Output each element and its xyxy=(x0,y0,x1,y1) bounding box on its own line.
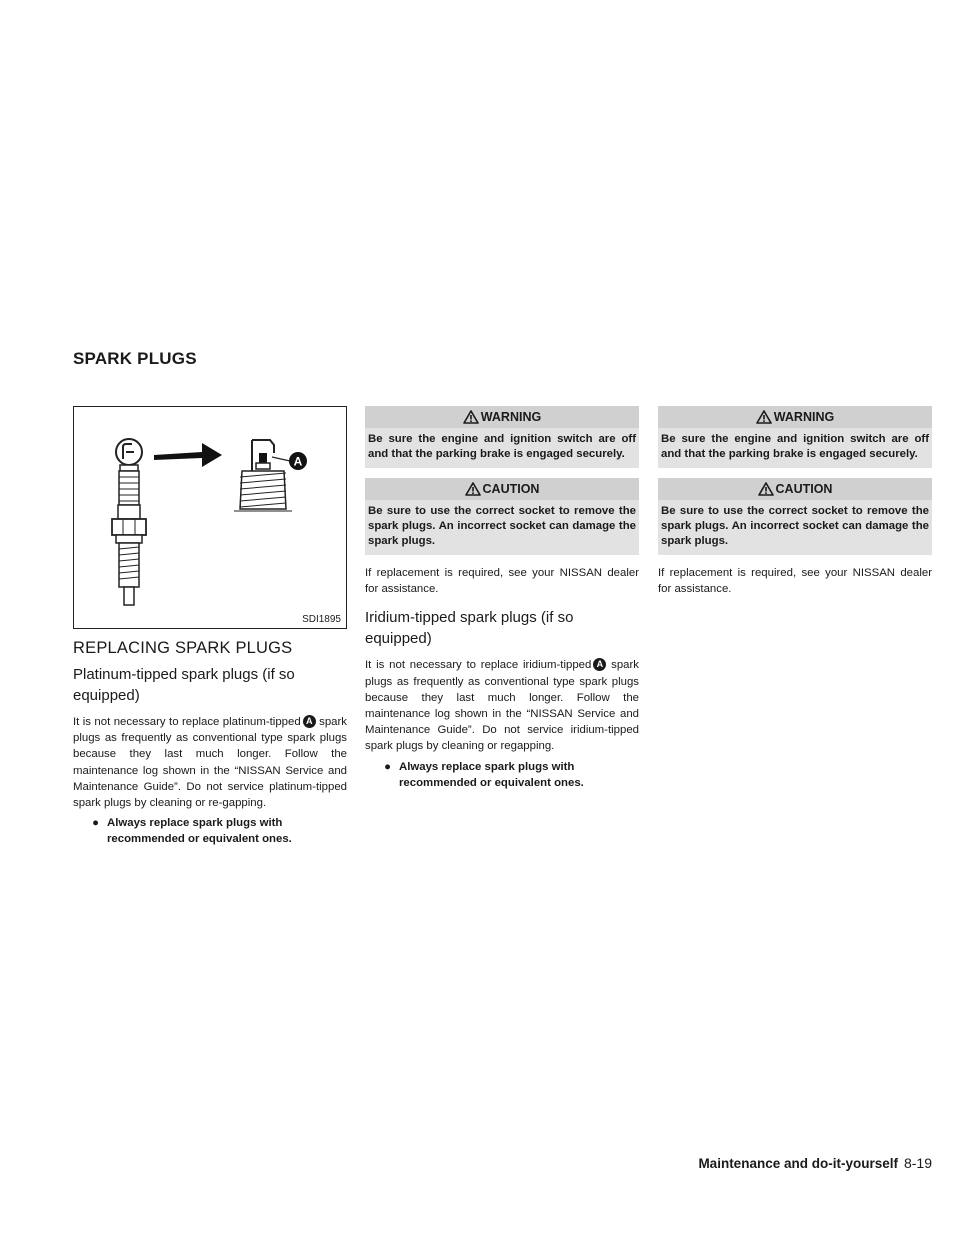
caution-box xyxy=(658,478,932,555)
spark-plug-illustration xyxy=(74,407,346,628)
caution-box xyxy=(365,478,639,555)
caution-header xyxy=(365,478,639,500)
warning-triangle-icon xyxy=(758,482,774,496)
platinum-bullet-text: Always replace spark plugs with recommended or equivalent ones. xyxy=(107,817,292,846)
figure-callout-a: A xyxy=(293,454,303,469)
platinum-paragraph-rest: spark plugs as frequently as conventional type spark plugs because they last much longer. Follow the maintenance log shown in the “NISSAN Service and Maintenance Guide”. Do not service platinum-tipped spark plugs by cleaning or re-gapping. xyxy=(73,716,347,810)
figure-code: SDI1895 xyxy=(299,613,344,626)
page-footer xyxy=(670,1155,932,1171)
warning-box xyxy=(658,406,932,468)
caution-title: CAUTION xyxy=(482,482,540,496)
section-title: SPARK PLUGS xyxy=(73,349,197,368)
footer-chapter: Maintenance and do-it-yourself xyxy=(698,1156,898,1171)
warning-header xyxy=(365,406,639,428)
platinum-bullet xyxy=(73,815,347,847)
warning-triangle-icon xyxy=(465,482,481,496)
column-3 xyxy=(658,406,932,597)
spark-plug-figure xyxy=(73,406,347,629)
column-1 xyxy=(73,406,347,847)
iridium-bullet-text: Always replace spark plugs with recommended or equivalent ones. xyxy=(399,760,584,789)
iridium-paragraph-rest: spark plugs as frequently as conventional type spark plugs because they last much longer. Follow the maintenance log shown in the “NISSAN Service and Maintenance Guide”. Do not service iridium-tipped spark plugs by cleaning or regapping. xyxy=(365,659,639,753)
warning-triangle-icon xyxy=(756,410,772,424)
bullet-dot-icon: ● xyxy=(92,817,99,830)
footer-page-number: 8-19 xyxy=(903,1155,932,1171)
warning-title: WARNING xyxy=(773,410,835,424)
caution-title: CAUTION xyxy=(775,482,833,496)
replacing-spark-plugs-heading: REPLACING SPARK PLUGS xyxy=(73,639,293,657)
dealer-assistance-text: If replacement is required, see your NISSAN dealer for assistance. xyxy=(658,567,932,596)
iridium-subheading: Iridium-tipped spark plugs (if so equipped) xyxy=(365,609,574,648)
caution-text: Be sure to use the correct socket to remove the spark plugs. An incorrect socket can damage the spark plugs. xyxy=(661,505,929,547)
iridium-paragraph-start: It is not necessary to replace iridium-tipped xyxy=(365,659,592,672)
platinum-subheading: Platinum-tipped spark plugs (if so equipped) xyxy=(73,666,295,704)
iridium-paragraph xyxy=(365,657,639,754)
callout-a-badge: A xyxy=(303,715,316,728)
warning-box xyxy=(365,406,639,468)
bullet-dot-icon: ● xyxy=(384,760,391,773)
iridium-bullet xyxy=(365,759,639,791)
caution-text: Be sure to use the correct socket to remove the spark plugs. An incorrect socket can damage the spark plugs. xyxy=(368,505,636,547)
caution-header xyxy=(658,478,932,500)
warning-text: Be sure the engine and ignition switch are off and that the parking brake is engaged securely. xyxy=(661,433,929,460)
warning-text: Be sure the engine and ignition switch are off and that the parking brake is engaged securely. xyxy=(368,433,636,460)
platinum-paragraph-start: It is not necessary to replace platinum-tipped xyxy=(73,716,301,728)
dealer-assistance-text: If replacement is required, see your NISSAN dealer for assistance. xyxy=(365,567,639,596)
warning-title: WARNING xyxy=(480,410,542,424)
column-2 xyxy=(365,406,639,791)
callout-a-badge: A xyxy=(593,658,606,671)
warning-triangle-icon xyxy=(463,410,479,424)
platinum-paragraph xyxy=(73,714,347,811)
warning-header xyxy=(658,406,932,428)
